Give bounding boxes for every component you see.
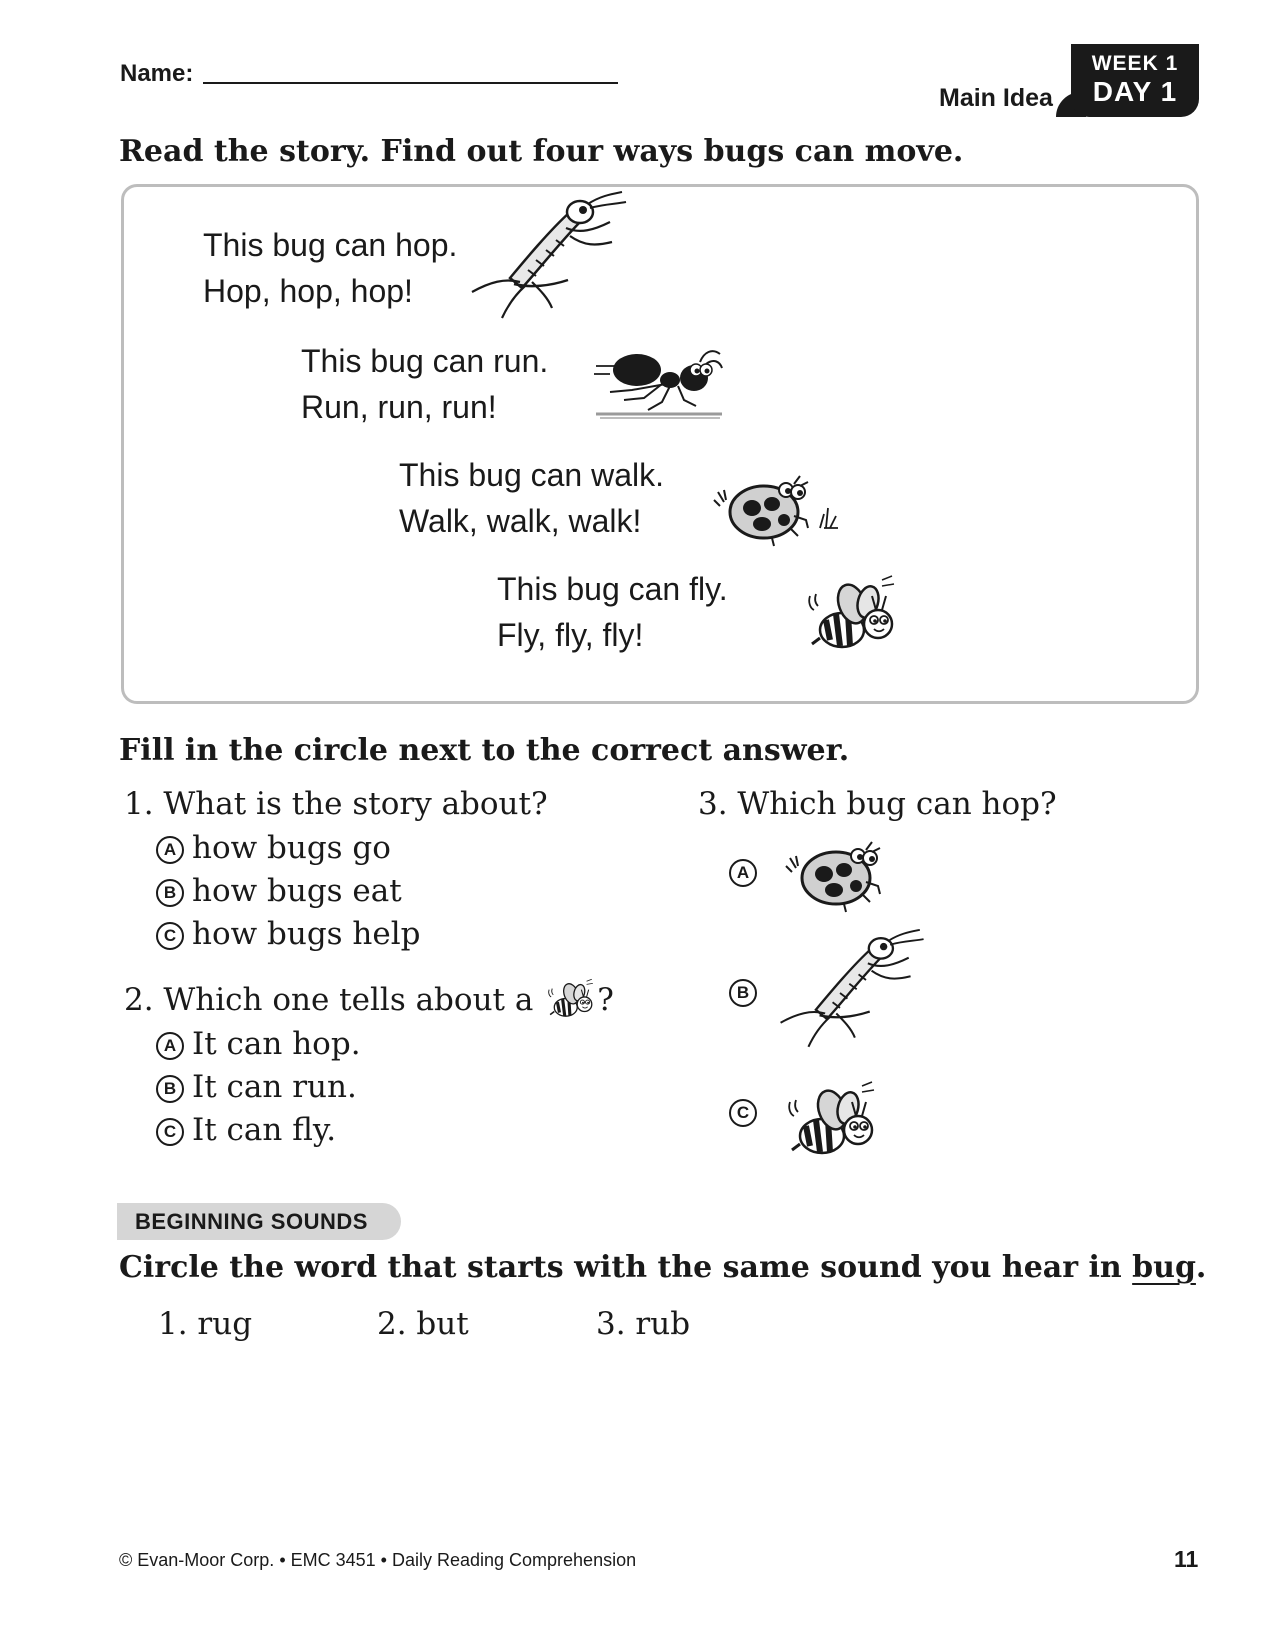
target-word: bug xyxy=(1132,1250,1196,1285)
week-day-badge xyxy=(1071,44,1199,117)
answer-circle[interactable]: C xyxy=(156,1118,184,1146)
q2-prompt-text: 2. Which one tells about a xyxy=(124,982,534,1018)
story-line: Run, run, run! xyxy=(301,389,497,425)
grasshopper-icon[interactable] xyxy=(778,928,928,1058)
option-text: It can run. xyxy=(192,1069,357,1105)
sounds-instruction xyxy=(119,1250,1206,1285)
grasshopper-icon xyxy=(470,190,630,330)
word-choice[interactable]: 2. but xyxy=(377,1306,469,1342)
option-text: It can hop. xyxy=(192,1026,361,1062)
q2-option-b[interactable] xyxy=(156,1065,357,1109)
q3-prompt: 3. Which bug can hop? xyxy=(698,786,1057,822)
grass-icon xyxy=(818,500,842,530)
q2-option-c[interactable] xyxy=(156,1108,336,1152)
story-line: Hop, hop, hop! xyxy=(203,273,413,309)
story-line: This bug can run. xyxy=(301,343,549,379)
option-text: It can fly. xyxy=(192,1112,337,1148)
q2-prompt-suffix: ? xyxy=(597,982,614,1018)
page-number: 11 xyxy=(1174,1546,1199,1572)
story-line: Fly, fly, fly! xyxy=(497,617,644,653)
q2-prompt xyxy=(124,978,614,1022)
day-label: DAY 1 xyxy=(1092,76,1178,107)
bee-icon xyxy=(547,978,597,1020)
ant-icon xyxy=(592,348,724,424)
name-field-line[interactable] xyxy=(203,82,618,84)
word-choice[interactable]: 1. rug xyxy=(158,1306,253,1342)
quiz-instruction: Fill in the circle next to the correct answer. xyxy=(119,733,850,768)
option-text: how bugs go xyxy=(192,830,391,866)
ladybug-icon xyxy=(712,470,812,550)
answer-circle[interactable]: C xyxy=(729,1099,757,1127)
story-line: This bug can walk. xyxy=(399,457,665,493)
option-text: how bugs help xyxy=(192,916,421,952)
answer-circle[interactable]: B xyxy=(156,1075,184,1103)
answer-circle[interactable]: A xyxy=(156,1032,184,1060)
story-line: This bug can hop. xyxy=(203,227,458,263)
answer-circle[interactable]: B xyxy=(729,979,757,1007)
q1-option-b[interactable] xyxy=(156,869,402,913)
option-text: how bugs eat xyxy=(192,873,402,909)
section-title: BEGINNING SOUNDS xyxy=(117,1203,401,1240)
story-line: Walk, walk, walk! xyxy=(399,503,642,539)
bee-icon[interactable] xyxy=(786,1080,882,1160)
week-label: WEEK 1 xyxy=(1091,52,1179,75)
sounds-instruction-text: Circle the word that starts with the same sound you hear in xyxy=(119,1250,1122,1285)
q2-option-a[interactable] xyxy=(156,1022,361,1066)
story-instruction: Read the story. Find out four ways bugs can move. xyxy=(119,134,964,169)
q1-prompt: 1. What is the story about? xyxy=(124,786,548,822)
story-line: This bug can fly. xyxy=(497,571,728,607)
q1-option-a[interactable] xyxy=(156,826,391,870)
answer-circle[interactable]: A xyxy=(156,836,184,864)
ladybug-icon[interactable] xyxy=(784,836,884,916)
answer-circle[interactable]: A xyxy=(729,859,757,887)
name-label: Name: xyxy=(120,60,194,87)
answer-circle[interactable]: C xyxy=(156,922,184,950)
word-choice[interactable]: 3. rub xyxy=(596,1306,691,1342)
answer-circle[interactable]: B xyxy=(156,879,184,907)
bee-icon xyxy=(806,574,902,654)
q1-option-c[interactable] xyxy=(156,912,421,956)
footer-copyright: © Evan-Moor Corp. • EMC 3451 • Daily Reading Comprehension xyxy=(119,1550,637,1570)
skill-label: Main Idea xyxy=(939,84,1053,112)
sounds-instruction-end: . xyxy=(1195,1250,1207,1285)
